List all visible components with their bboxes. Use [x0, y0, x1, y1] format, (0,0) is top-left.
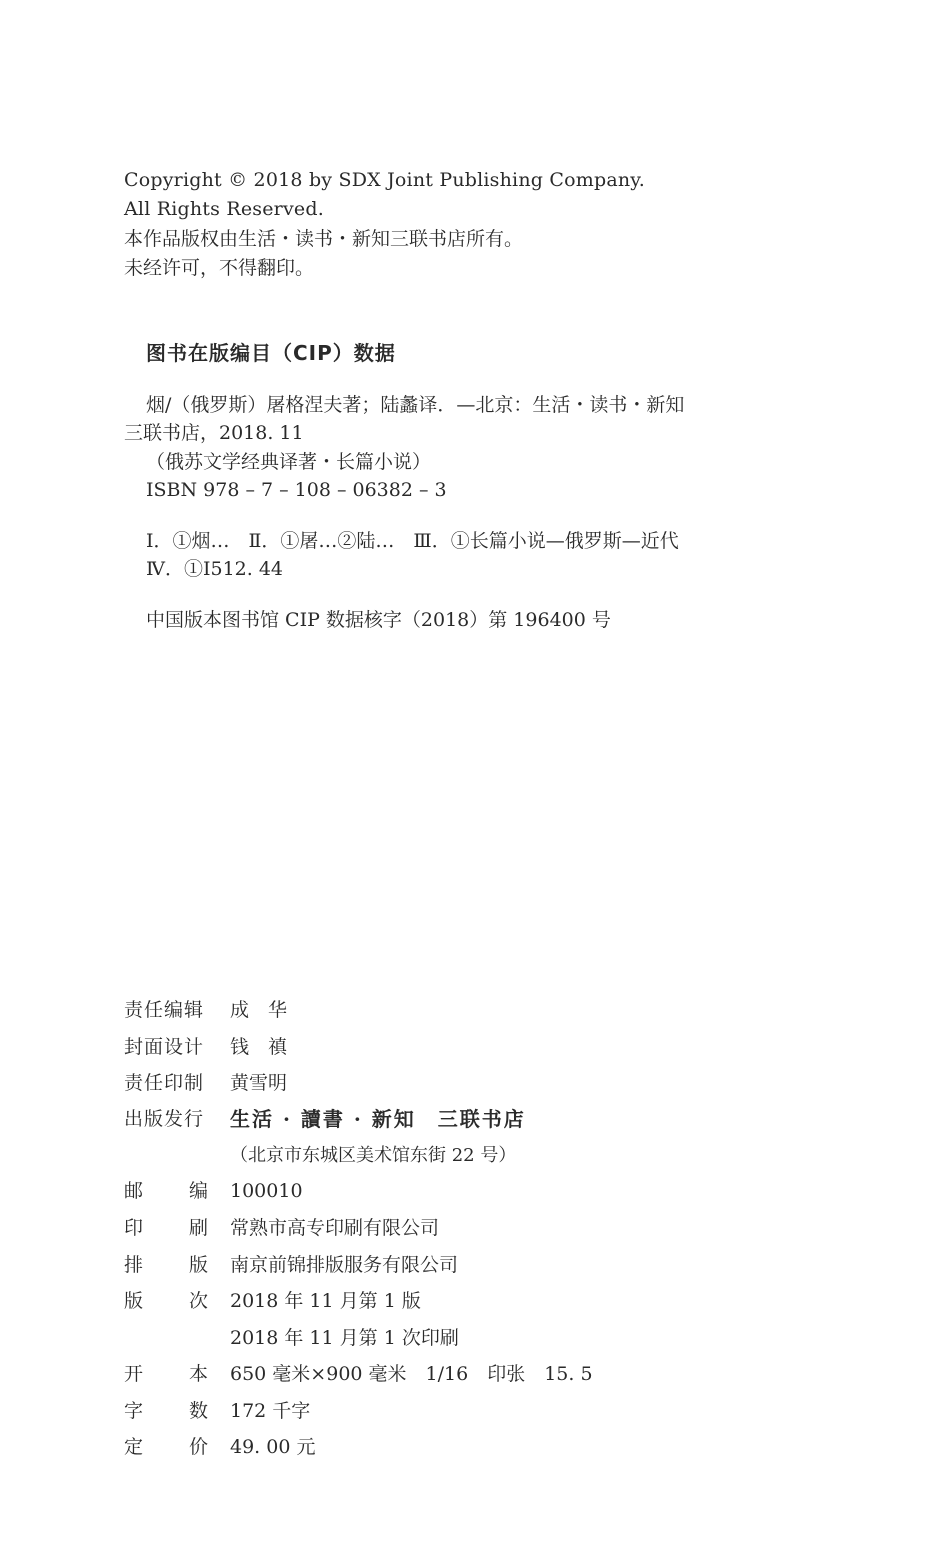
edition-label-a: 版 [124, 1290, 144, 1312]
copyright-line-english: Copyright © 2018 by SDX Joint Publishing Company. [124, 169, 645, 191]
typesetting-value: 南京前锦排版服务有限公司 [230, 1254, 459, 1276]
edition-label-b: 次 [188, 1290, 208, 1312]
cip-classification-line-2: Ⅳ．①I512. 44 [146, 558, 284, 580]
printing-value: 2018 年 11 月第 1 次印刷 [230, 1327, 459, 1349]
print-supervisor-label: 责任印制 [124, 1072, 205, 1094]
typesetting-label-a: 排 [124, 1254, 144, 1276]
edition-value: 2018 年 11 月第 1 版 [230, 1290, 421, 1312]
postcode-label [124, 1182, 208, 1201]
cip-record-number: 中国版本图书馆 CIP 数据核字（2018）第 196400 号 [146, 609, 611, 631]
editor-label: 责任编辑 [124, 999, 205, 1021]
cip-series-line: （俄苏文学经典译著・长篇小说） [146, 451, 432, 473]
cip-isbn-line: ISBN 978 – 7 – 108 – 06382 – 3 [146, 479, 447, 501]
printer-value: 常熟市高专印刷有限公司 [230, 1217, 440, 1239]
publisher-value: 生活 · 讀書 · 新知 三联书店 [230, 1107, 526, 1131]
typesetting-label [124, 1256, 208, 1275]
printer-label-a: 印 [124, 1217, 144, 1239]
format-value: 650 毫米×900 毫米 1/16 印张 15. 5 [230, 1363, 593, 1385]
price-label-b: 价 [188, 1436, 208, 1458]
word-count-label-b: 数 [188, 1400, 208, 1422]
cip-heading: 图书在版编目（CIP）数据 [146, 341, 396, 365]
postcode-label-a: 邮 [124, 1180, 144, 1202]
format-label [124, 1365, 208, 1384]
cover-designer-value: 钱 禛 [230, 1036, 288, 1058]
word-count-label [124, 1402, 208, 1421]
format-label-b: 本 [188, 1363, 208, 1385]
typesetting-label-b: 版 [188, 1254, 208, 1276]
editor-value: 成 华 [230, 999, 288, 1021]
word-count-label-a: 字 [124, 1400, 144, 1422]
cover-designer-label: 封面设计 [124, 1036, 205, 1058]
edition-label [124, 1292, 208, 1311]
publisher-address: （北京市东城区美术馆东街 22 号） [230, 1145, 517, 1166]
copyright-line-chinese: 本作品版权由生活・读书・新知三联书店所有。 [124, 228, 524, 250]
price-label-a: 定 [124, 1436, 144, 1458]
print-supervisor-value: 黄雪明 [230, 1072, 288, 1094]
rights-reserved-line: All Rights Reserved. [124, 198, 324, 220]
postcode-label-b: 编 [188, 1180, 208, 1202]
printer-label-b: 刷 [188, 1217, 208, 1239]
postcode-value: 100010 [230, 1180, 303, 1202]
price-label [124, 1438, 208, 1457]
cip-line-1: 烟/（俄罗斯）屠格涅夫著；陆蠡译．—北京：生活・读书・新知 [146, 394, 685, 416]
printer-label [124, 1219, 208, 1238]
word-count-value: 172 千字 [230, 1400, 311, 1422]
no-reprint-line: 未经许可，不得翻印。 [124, 257, 315, 279]
cip-classification-line: Ⅰ．①烟… Ⅱ．①屠…②陆… Ⅲ．①长篇小说—俄罗斯—近代 [146, 530, 679, 552]
format-label-a: 开 [124, 1363, 144, 1385]
cip-line-2: 三联书店，2018. 11 [124, 422, 304, 444]
price-value: 49. 00 元 [230, 1436, 316, 1458]
publisher-label: 出版发行 [124, 1108, 205, 1130]
